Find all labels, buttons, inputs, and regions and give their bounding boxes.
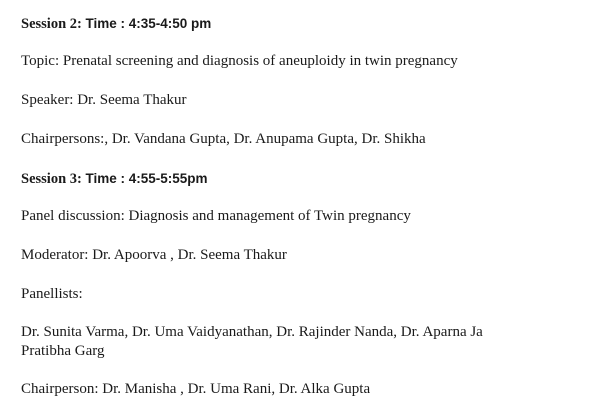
session-3-panellists-label: Panellists:	[21, 286, 83, 302]
session-3-time: Time : 4:55-5:55pm	[85, 171, 208, 186]
session-3-colon: :	[77, 171, 86, 187]
session-3-label: Session 3	[21, 171, 78, 187]
session-2-topic: Topic: Prenatal screening and diagnosis of aneuploidy in twin pregnancy	[21, 53, 458, 69]
session-3-panellists-line-1: Dr. Sunita Varma, Dr. Uma Vaidyanathan, Dr. Rajinder Nanda, Dr. Aparna Ja	[21, 324, 483, 340]
session-3-panellists-line-2: Pratibha Garg	[21, 343, 105, 359]
session-3-moderator: Moderator: Dr. Apoorva , Dr. Seema Thakur	[21, 247, 287, 263]
session-2-heading	[21, 14, 211, 34]
session-3-panel-discussion: Panel discussion: Diagnosis and management of Twin pregnancy	[21, 208, 411, 224]
session-2-speaker: Speaker: Dr. Seema Thakur	[21, 92, 187, 108]
session-2-colon: :	[77, 16, 86, 32]
session-3-heading	[21, 169, 208, 189]
session-2-chairpersons: Chairpersons:, Dr. Vandana Gupta, Dr. Anupama Gupta, Dr. Shikha	[21, 131, 426, 147]
session-2-time: Time : 4:35-4:50 pm	[85, 16, 212, 31]
session-3-chairperson: Chairperson: Dr. Manisha , Dr. Uma Rani, Dr. Alka Gupta	[21, 381, 371, 397]
session-2-label: Session 2	[21, 16, 78, 32]
